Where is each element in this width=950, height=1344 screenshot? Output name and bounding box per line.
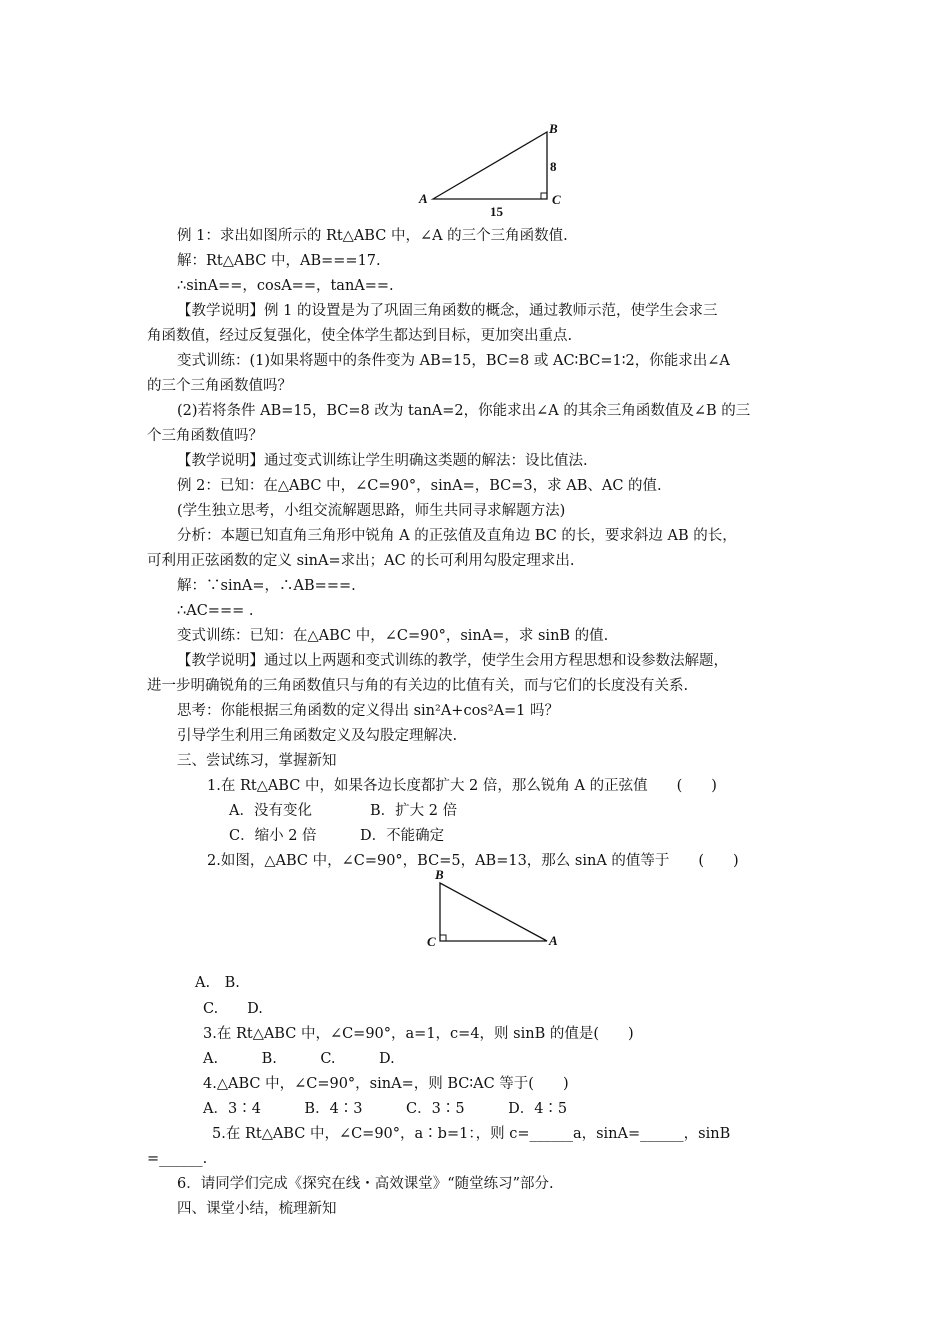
variant-2a: (2)若将条件 AB=15，BC=8 改为 tanA=2，你能求出∠A 的其余三角函数值及∠B 的三 xyxy=(177,403,751,419)
variant-3: 变式训练：已知：在△ABC 中，∠C=90°，sinA=，求 sinB 的值. xyxy=(177,628,609,644)
analysis-b: 可利用正弦函数的定义 sinA=求出；AC 的长可利用勾股定理求出. xyxy=(147,553,575,569)
teaching-note-2: 【教学说明】通过变式训练让学生明确这类题的解法：设比值法. xyxy=(177,453,588,469)
right-angle-mark-1 xyxy=(541,193,547,199)
triangle-1-shape xyxy=(433,132,547,199)
teaching-note-3b: 进一步明确锐角的三角函数值只与角的有关边的比值有关，而与它们的长度没有关系. xyxy=(147,678,689,694)
question-2-options-ab: A. B. xyxy=(195,975,240,991)
question-1-options-cd: C．缩小 2 倍 D．不能确定 xyxy=(229,828,445,844)
vertex-a-label: A xyxy=(419,191,428,206)
right-angle-mark-2 xyxy=(440,935,446,941)
vertex-b-label-2: B xyxy=(435,867,444,882)
solution-1-line: 解：Rt△ABC 中，AB===17. xyxy=(177,253,381,269)
question-1: 1.在 Rt△ABC 中，如果各边长度都扩大 2 倍，那么锐角 A 的正弦值 ( ) xyxy=(207,778,717,794)
practice-instruction: 6．请同学们完成《探究在线・高效课堂》“随堂练习”部分. xyxy=(177,1176,554,1192)
question-3: 3.在 Rt△ABC 中，∠C=90°，a=1，c=4，则 sinB 的值是( ) xyxy=(203,1026,634,1042)
question-2: 2.如图，△ABC 中，∠C=90°，BC=5，AB=13，那么 sinA 的值等于 ( ) xyxy=(207,853,739,869)
solution-2b: ∴AC=== . xyxy=(177,603,254,619)
variant-1b: 的三个三角函数值吗？ xyxy=(147,378,292,394)
question-1-options-ab: A．没有变化 B．扩大 2 倍 xyxy=(229,803,458,819)
thinking-line: 思考：你能根据三角函数的定义得出 sin²A+cos²A=1 吗？ xyxy=(177,703,560,719)
side-ac-label: 15 xyxy=(490,204,503,219)
solution-2a: 解：∵sinA=，∴AB===. xyxy=(177,578,356,594)
triangle-figure-2 xyxy=(420,866,570,956)
analysis-a: 分析：本题已知直角三角形中锐角 A 的正弦值及直角边 BC 的长，要求斜边 AB 的长， xyxy=(177,528,737,544)
vertex-c-label: C xyxy=(552,192,561,207)
section-3-heading: 三、尝试练习，掌握新知 xyxy=(177,753,337,769)
teaching-note-3a: 【教学说明】通过以上两题和变式训练的教学，使学生会用方程思想和设参数法解题， xyxy=(177,653,728,669)
triangle-2-shape xyxy=(440,883,547,941)
teaching-note-1a: 【教学说明】例 1 的设置是为了巩固三角函数的概念，通过教师示范，使学生会求三 xyxy=(177,303,718,319)
triangle-figure-1 xyxy=(412,118,572,224)
vertex-a-label-2: A xyxy=(549,933,558,948)
question-5a: 5.在 Rt△ABC 中，∠C=90°，a∶b=1：，则 c=______a，sinA=______，sinB xyxy=(212,1126,731,1142)
variant-1a: 变式训练：(1)如果将题中的条件变为 AB=15，BC=8 或 AC∶BC=1∶2，你能求出∠A xyxy=(177,353,730,369)
question-4-options: A．3∶4 B．4∶3 C．3∶5 D．4∶5 xyxy=(203,1101,568,1117)
question-3-options: A. B. C. D. xyxy=(203,1051,395,1067)
vertex-c-label-2: C xyxy=(427,934,436,949)
guidance-line: 引导学生利用三角函数定义及勾股定理解决. xyxy=(177,728,458,744)
side-bc-label: 8 xyxy=(550,159,557,174)
question-2-options-cd: C. D. xyxy=(203,1001,263,1017)
section-4-heading: 四、课堂小结，梳理新知 xyxy=(177,1201,337,1217)
variant-2b: 个三角函数值吗？ xyxy=(147,428,263,444)
question-5b: =______. xyxy=(147,1151,208,1167)
question-4: 4.△ABC 中，∠C=90°，sinA=，则 BC∶AC 等于( ) xyxy=(203,1076,569,1092)
vertex-b-label: B xyxy=(549,121,558,136)
example-2-line: 例 2：已知：在△ABC 中，∠C=90°，sinA=，BC=3，求 AB、AC 的值. xyxy=(177,478,662,494)
solution-1-result: ∴sinA==，cosA==，tanA==. xyxy=(177,278,394,294)
teaching-note-1b: 角函数值，经过反复强化，使全体学生都达到目标，更加突出重点. xyxy=(147,328,573,344)
example-1-line: 例 1：求出如图所示的 Rt△ABC 中，∠A 的三个三角函数值. xyxy=(177,228,568,244)
example-2-note: (学生独立思考，小组交流解题思路，师生共同寻求解题方法) xyxy=(177,503,566,519)
